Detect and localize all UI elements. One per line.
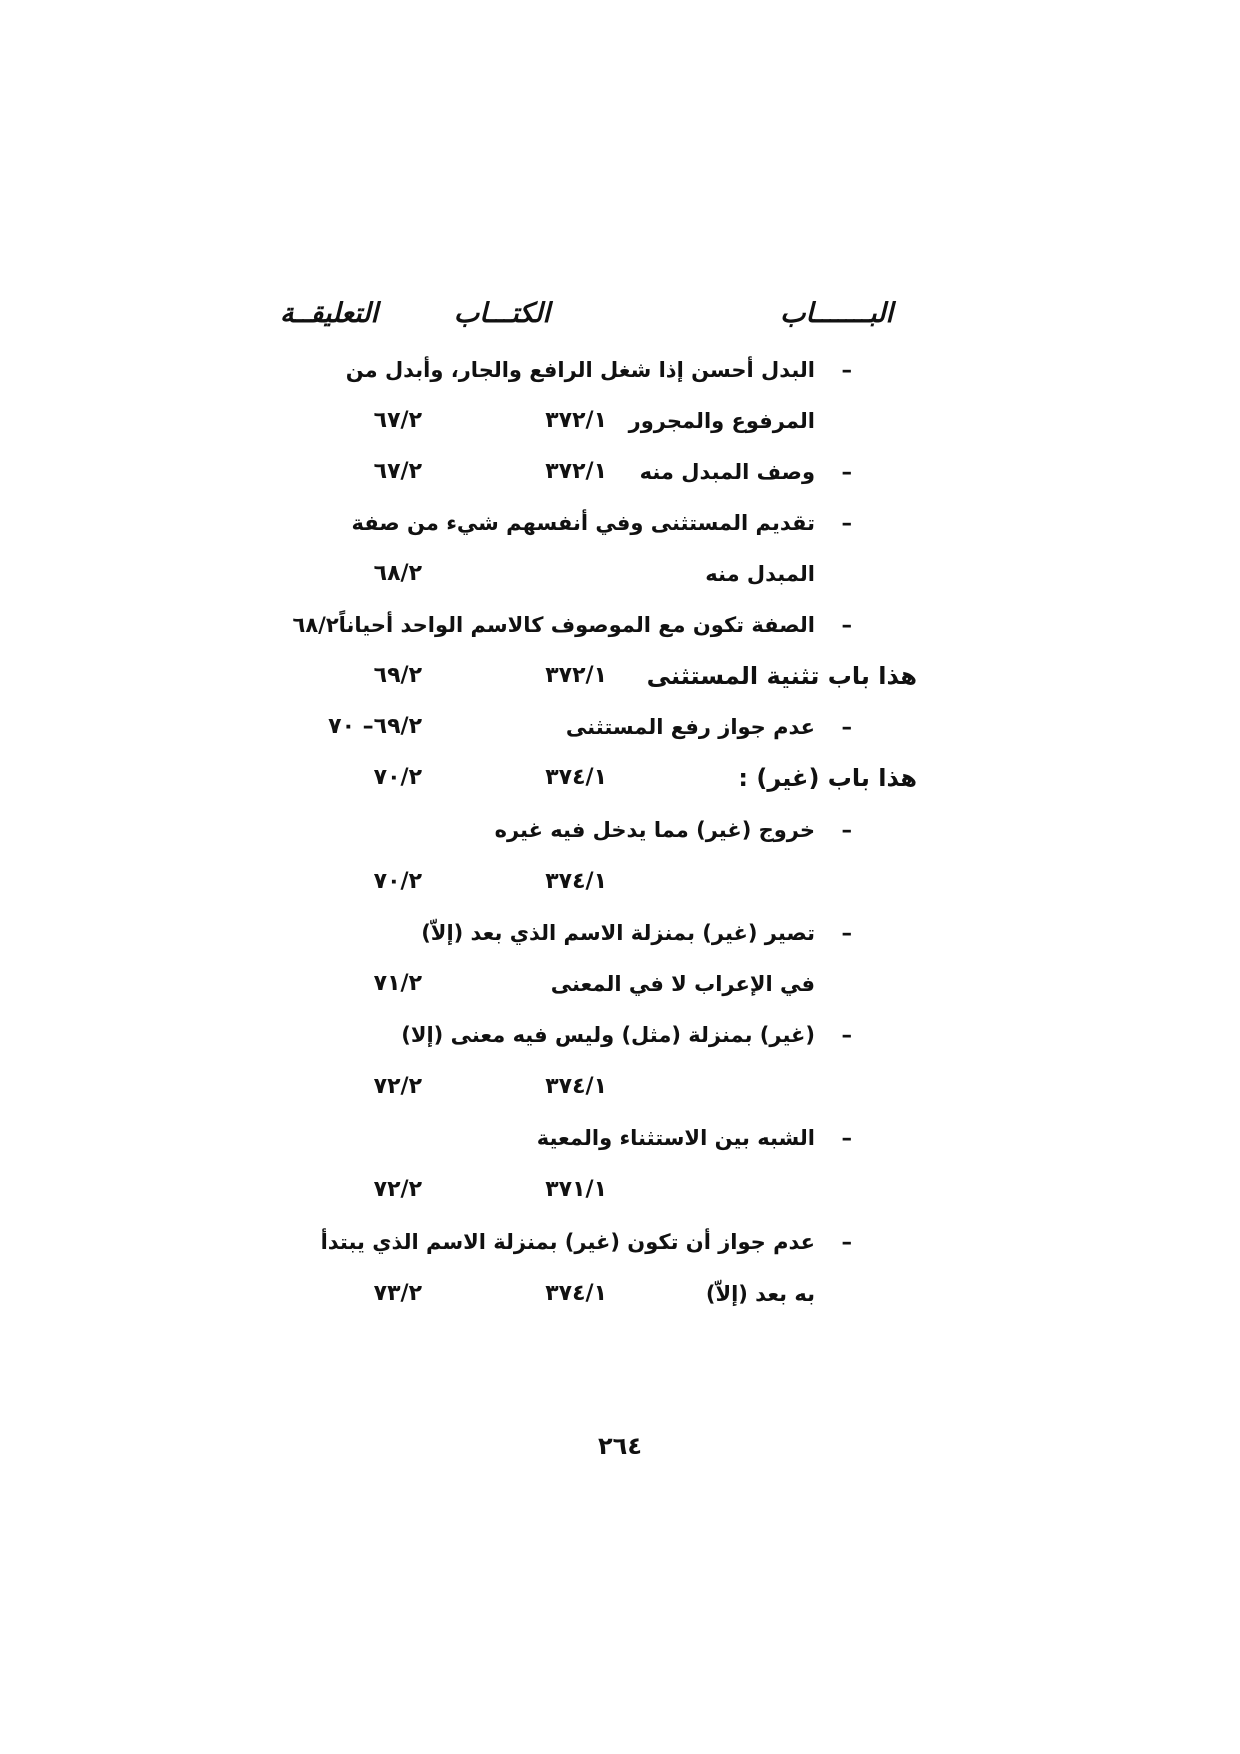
row-dash: – [841, 1230, 852, 1254]
index-row [0, 906, 1240, 960]
index-row [0, 855, 1240, 909]
row-topic: المرفوع والمجرور [628, 409, 815, 433]
row-kitab-ref: ٣٧١/١ [545, 1177, 607, 1202]
row-taliqa-ref: ٦٧/٢ [373, 408, 422, 433]
section-heading: هذا باب تثنية المستثنى [646, 662, 917, 690]
index-row [0, 803, 1240, 857]
header-kitab: الكتـــاب [453, 298, 550, 329]
index-row [0, 598, 1240, 652]
row-topic: خروج (غير) مما يدخل فيه غيره [494, 818, 815, 842]
row-dash: – [841, 613, 852, 637]
row-dash: – [841, 818, 852, 842]
index-row [0, 394, 1240, 448]
index-row [0, 649, 1240, 703]
index-row [0, 1111, 1240, 1165]
row-kitab-ref: ٣٧٢/١ [545, 663, 607, 688]
row-kitab-ref: ٣٧٤/١ [545, 1281, 607, 1306]
row-topic: في الإعراب لا في المعنى [550, 972, 815, 996]
row-taliqa-ref: ٧٢/٢ [373, 1074, 422, 1099]
row-topic: البدل أحسن إذا شغل الرافع والجار، وأبدل من [345, 358, 815, 382]
index-row [0, 700, 1240, 754]
index-row [0, 343, 1240, 397]
row-dash: – [841, 460, 852, 484]
row-dash: – [841, 1023, 852, 1047]
row-taliqa-ref: ٧٠/٢ [373, 765, 422, 790]
row-topic: تصير (غير) بمنزلة الاسم الذي بعد (إلاّ) [421, 921, 815, 945]
index-row [0, 547, 1240, 601]
row-dash: – [841, 715, 852, 739]
row-taliqa-ref: ٦٩/٢– ٧٠ [328, 714, 422, 739]
row-topic: تقديم المستثنى وفي أنفسهم شيء من صفة [351, 511, 815, 535]
row-topic: وصف المبدل منه [639, 460, 815, 484]
row-topic: عدم جواز أن تكون (غير) بمنزلة الاسم الذي يبتدأ [320, 1230, 815, 1254]
row-taliqa-ref: ٦٩/٢ [373, 663, 422, 688]
row-dash: – [841, 921, 852, 945]
index-row [0, 1163, 1240, 1217]
row-taliqa-ref: ٧٣/٢ [373, 1281, 422, 1306]
index-row [0, 1215, 1240, 1269]
row-topic: الصفة تكون مع الموصوف كالاسم الواحد أحياناً٦٨/٢ [292, 613, 815, 637]
row-taliqa-ref: ٧٠/٢ [373, 869, 422, 894]
index-row [0, 496, 1240, 550]
row-taliqa-ref: ٧٢/٢ [373, 1177, 422, 1202]
header-taliqa: التعليقــة [280, 298, 378, 329]
row-taliqa-ref: ٦٧/٢ [373, 459, 422, 484]
header-bab: البـــــــاب [780, 298, 893, 329]
row-taliqa-ref: ٦٨/٢ [373, 561, 422, 586]
row-dash: – [841, 358, 852, 382]
index-row [0, 1008, 1240, 1062]
row-kitab-ref: ٣٧٢/١ [545, 459, 607, 484]
row-kitab-ref: ٣٧٤/١ [545, 1074, 607, 1099]
index-row [0, 1267, 1240, 1321]
index-row [0, 445, 1240, 499]
row-kitab-ref: ٣٧٤/١ [545, 869, 607, 894]
row-topic: المبدل منه [705, 562, 815, 586]
row-topic: عدم جواز رفع المستثنى [565, 715, 815, 739]
row-topic: الشبه بين الاستثناء والمعية [536, 1126, 815, 1150]
section-heading: هذا باب (غير) : [738, 764, 917, 792]
index-row [0, 751, 1240, 805]
row-dash: – [841, 511, 852, 535]
row-taliqa-ref: ٧١/٢ [373, 971, 422, 996]
index-row [0, 957, 1240, 1011]
row-kitab-ref: ٣٧٤/١ [545, 765, 607, 790]
row-topic: (غير) بمنزلة (مثل) وليس فيه معنى (إلا) [401, 1023, 815, 1047]
page-number: ٢٦٤ [598, 1432, 642, 1460]
row-kitab-ref: ٣٧٢/١ [545, 408, 607, 433]
column-headers [0, 298, 1240, 342]
index-row [0, 1060, 1240, 1114]
row-dash: – [841, 1126, 852, 1150]
row-topic: به بعد (إلاّ) [705, 1282, 815, 1306]
